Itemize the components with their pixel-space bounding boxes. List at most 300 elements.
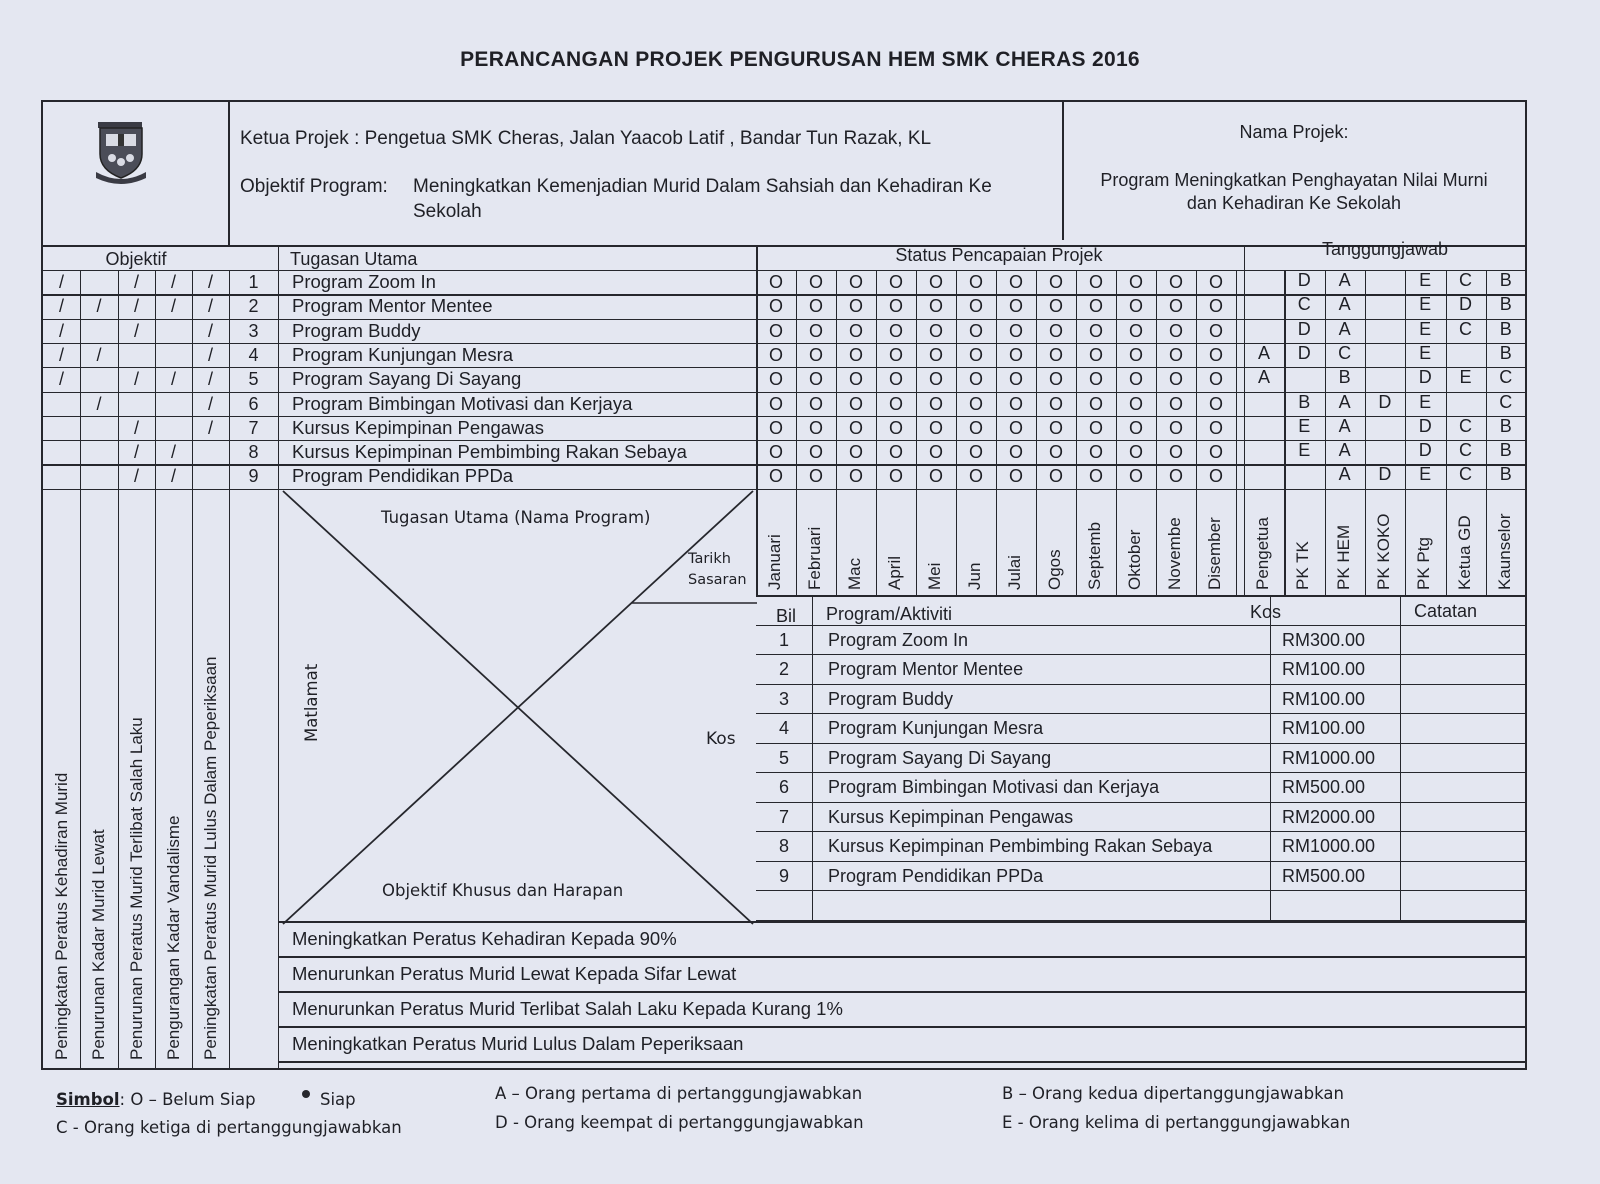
responsibility-code: C	[1459, 415, 1472, 436]
status-circle: O	[928, 320, 943, 341]
task-name: Kursus Kepimpinan Pengawas	[292, 416, 544, 438]
responsibility-code: A	[1257, 342, 1270, 363]
responsibility-code: D	[1378, 391, 1392, 412]
responsibility-code: B	[1499, 342, 1512, 363]
objective-label: Penurunan Kadar Murid Lewat	[89, 829, 108, 1060]
cost-bil: 4	[778, 718, 789, 738]
cost-bil: 9	[778, 865, 789, 886]
status-circle: O	[1088, 417, 1103, 438]
cost-header-kos: Kos	[1250, 602, 1282, 622]
status-circle: O	[1168, 344, 1183, 365]
status-circle: O	[1008, 320, 1023, 341]
status-circle: O	[848, 296, 863, 317]
task-number: 5	[248, 369, 259, 390]
rule-line	[278, 1061, 1527, 1063]
cost-bil: 7	[778, 806, 789, 827]
status-circle: O	[1168, 442, 1183, 463]
month-label: Septemb	[1085, 521, 1104, 590]
status-circle: O	[1008, 417, 1023, 438]
status-circle: O	[1008, 466, 1023, 487]
responsibility-code: C	[1459, 318, 1472, 339]
rule-line	[278, 1026, 1527, 1028]
task-name: Program Buddy	[292, 319, 421, 341]
objective-mark: /	[58, 272, 64, 292]
status-circle: O	[1208, 442, 1223, 463]
objective-mark: /	[96, 296, 102, 317]
cost-amount: RM100.00	[1282, 688, 1366, 709]
responsibility-code: A	[1338, 440, 1351, 461]
responsibility-code: B	[1499, 440, 1512, 461]
status-circle: O	[1128, 320, 1143, 341]
status-circle: O	[928, 272, 943, 292]
status-circle: O	[1048, 296, 1063, 317]
status-circle: O	[928, 296, 943, 317]
status-circle: O	[768, 417, 783, 438]
responsibility-code: A	[1338, 270, 1351, 290]
status-circle: O	[1208, 272, 1223, 292]
responsibility-code: A	[1338, 415, 1351, 436]
status-circle: O	[1048, 466, 1063, 487]
rule-line	[756, 890, 1527, 891]
task-number: 8	[248, 442, 259, 463]
month-label: Disember	[1205, 517, 1224, 590]
status-circle: O	[1128, 344, 1143, 365]
objective-mark: /	[133, 466, 139, 487]
tugasan-utama-header: Tugasan Utama	[290, 249, 418, 269]
status-circle: O	[808, 369, 823, 390]
status-circle: O	[848, 272, 863, 292]
cost-program: Kursus Kepimpinan Pengawas	[828, 806, 1074, 827]
objective-mark: /	[133, 320, 139, 341]
responsibility-code: B	[1298, 391, 1311, 412]
role-label: Ketua GD	[1454, 515, 1474, 590]
responsibility-code: E	[1419, 294, 1432, 315]
status-circle: O	[808, 466, 823, 487]
objective-label: Penurunan Peratus Murid Terlibat Salah Laku	[127, 717, 146, 1060]
month-label: Ogos	[1045, 549, 1064, 590]
responsibility-code: C	[1499, 367, 1513, 388]
cost-program: Program Pendidikan PPDa	[828, 865, 1044, 886]
status-circle: O	[1088, 442, 1103, 463]
month-label: Mac	[845, 557, 864, 590]
status-circle: O	[1168, 272, 1183, 292]
responsibility-code: C	[1499, 391, 1513, 412]
objektif-line2: Sekolah	[413, 201, 482, 222]
objective-mark: /	[58, 344, 64, 365]
responsibility-code: B	[1338, 367, 1351, 388]
rule-line	[229, 270, 230, 1070]
status-circle: O	[808, 344, 823, 365]
responsibility-code: D	[1297, 318, 1311, 339]
status-circle: O	[1128, 369, 1143, 390]
nama-projek-label: Nama Projek:	[1239, 122, 1349, 142]
month-label: Mei	[925, 562, 944, 590]
status-circle: O	[1128, 442, 1143, 463]
cost-program: Program Bimbingan Motivasi dan Kerjaya	[828, 777, 1160, 797]
month-label: Jun	[965, 562, 984, 590]
status-circle: O	[768, 296, 783, 317]
status-circle: O	[1168, 320, 1183, 341]
rule-line	[41, 489, 1527, 490]
status-circle: O	[888, 466, 903, 487]
responsibility-code: E	[1298, 440, 1311, 461]
objective-mark: /	[133, 296, 139, 317]
objektif-header: Objektif	[105, 249, 167, 269]
rule-line	[756, 595, 1527, 597]
objektif-label: Objektif Program:	[240, 176, 388, 197]
responsibility-code: B	[1499, 415, 1512, 436]
status-circle: O	[928, 466, 943, 487]
rule-line	[756, 772, 1527, 773]
rule-line	[41, 1068, 1527, 1070]
objective-mark: /	[207, 296, 213, 317]
rule-line	[278, 956, 1527, 958]
status-circle: O	[1168, 369, 1183, 390]
month-label: Oktober	[1125, 529, 1144, 590]
legend-siap: Siap	[320, 1090, 356, 1109]
cost-program: Program Kunjungan Mesra	[828, 718, 1044, 738]
status-circle: O	[968, 466, 983, 487]
rule-line	[155, 270, 156, 1070]
task-name: Program Pendidikan PPDa	[292, 465, 514, 487]
status-circle: O	[1088, 393, 1103, 414]
status-circle: O	[768, 393, 783, 414]
cost-bil: 3	[778, 688, 789, 709]
status-circle: O	[768, 320, 783, 341]
xbox-sasaran: Sasaran	[688, 572, 747, 588]
task-name: Program Mentor Mentee	[292, 295, 493, 317]
xbox-tarikh: Tarikh	[688, 551, 731, 567]
status-circle: O	[1008, 442, 1023, 463]
objective-mark: /	[207, 272, 213, 292]
rule-line	[756, 654, 1527, 655]
cost-bil: 6	[778, 777, 789, 797]
status-circle: O	[968, 296, 983, 317]
cost-amount: RM300.00	[1282, 629, 1366, 650]
status-circle: O	[768, 344, 783, 365]
status-circle: O	[808, 320, 823, 341]
school-crest-icon	[92, 120, 150, 190]
task-name: Program Sayang Di Sayang	[292, 368, 522, 390]
cost-header-program: Program/Aktiviti	[826, 604, 953, 624]
responsibility-code: E	[1298, 415, 1311, 436]
x-diagram	[280, 488, 758, 928]
status-circle: O	[1048, 393, 1063, 414]
status-circle: O	[848, 369, 863, 390]
status-circle: O	[848, 442, 863, 463]
status-circle: O	[888, 417, 903, 438]
objective-mark: /	[170, 369, 176, 390]
role-label: Pengetua	[1253, 517, 1272, 590]
objective-label: Pengurangan Kadar Vandalisme	[164, 815, 183, 1060]
objective-mark: /	[96, 344, 102, 365]
status-circle: O	[1168, 393, 1183, 414]
cost-program: Program Sayang Di Sayang	[828, 747, 1052, 768]
legend-a: A – Orang pertama di pertanggungjawabkan	[495, 1084, 863, 1103]
status-circle: O	[1128, 296, 1143, 317]
rule-line	[118, 270, 119, 1070]
responsibility-code: D	[1459, 294, 1472, 315]
status-circle: O	[1208, 393, 1223, 414]
status-circle: O	[1208, 369, 1223, 390]
status-circle: O	[1088, 272, 1103, 292]
status-circle: O	[1208, 466, 1223, 487]
goal-row: Meningkatkan Peratus Murid Lulus Dalam Peperiksaan	[292, 1033, 744, 1054]
status-circle: O	[968, 344, 983, 365]
legend-e: E - Orang kelima di pertanggungjawabkan	[1002, 1113, 1351, 1132]
role-label: PK TK	[1293, 541, 1313, 590]
objective-mark: /	[58, 369, 64, 390]
cost-amount: RM1000.00	[1282, 836, 1376, 856]
cost-program: Program Zoom In	[828, 629, 969, 650]
rule-line	[756, 802, 1527, 803]
objective-mark: /	[207, 344, 213, 365]
objective-mark: /	[133, 272, 139, 292]
status-circle: O	[1048, 417, 1063, 438]
cost-program: Program Mentor Mentee	[828, 659, 1024, 679]
status-circle: O	[888, 393, 903, 414]
cost-header-bil: Bil	[776, 606, 797, 626]
objective-mark: /	[170, 466, 176, 487]
status-circle: O	[1008, 272, 1023, 292]
goal-row: Menurunkan Peratus Murid Lewat Kepada Sifar Lewat	[292, 963, 737, 984]
responsibility-code: E	[1419, 270, 1432, 290]
goal-row: Menurunkan Peratus Murid Terlibat Salah Laku Kepada Kurang 1%	[292, 998, 843, 1019]
cost-bil: 5	[778, 747, 789, 768]
role-label: Kaunselor	[1494, 513, 1514, 590]
status-circle: O	[1088, 466, 1103, 487]
responsibility-code: A	[1257, 367, 1270, 388]
cost-amount: RM500.00	[1282, 777, 1366, 797]
task-number: 2	[248, 296, 259, 317]
status-circle: O	[928, 369, 943, 390]
cost-amount: RM1000.00	[1282, 747, 1376, 768]
role-label: PK Ptg	[1414, 537, 1434, 590]
tanggungjawab-header: Tanggungjawab	[1321, 239, 1449, 259]
objective-mark: /	[170, 442, 176, 463]
rule-line	[756, 713, 1527, 714]
cost-program: Program Buddy	[828, 688, 954, 709]
status-circle: O	[1008, 296, 1023, 317]
status-circle: O	[768, 369, 783, 390]
status-circle: O	[1128, 417, 1143, 438]
responsibility-code: B	[1499, 294, 1512, 315]
responsibility-code: A	[1338, 294, 1351, 315]
task-number: 1	[248, 272, 259, 292]
status-circle: O	[1088, 344, 1103, 365]
status-circle: O	[1208, 320, 1223, 341]
task-number: 4	[248, 344, 259, 365]
status-circle: O	[1048, 442, 1063, 463]
task-name: Program Bimbingan Motivasi dan Kerjaya	[292, 392, 633, 414]
status-circle: O	[928, 417, 943, 438]
status-circle: O	[888, 272, 903, 292]
bullet-icon	[302, 1090, 310, 1098]
responsibility-code: D	[1297, 270, 1311, 290]
cost-amount: RM100.00	[1282, 659, 1366, 679]
task-number: 6	[248, 393, 259, 414]
xbox-matlamat: Matlamat	[302, 663, 321, 742]
status-circle: O	[768, 466, 783, 487]
objective-mark: /	[96, 393, 102, 414]
status-circle: O	[968, 393, 983, 414]
status-circle: O	[808, 417, 823, 438]
status-circle: O	[888, 344, 903, 365]
task-name: Kursus Kepimpinan Pembimbing Rakan Sebaya	[292, 441, 687, 463]
objektif-line1: Meningkatkan Kemenjadian Murid Dalam Sahsiah dan Kehadiran Ke	[413, 176, 992, 197]
status-circle: O	[1168, 417, 1183, 438]
responsibility-code: E	[1419, 318, 1432, 339]
status-circle: O	[928, 344, 943, 365]
status-circle: O	[1008, 369, 1023, 390]
objective-label: Peningkatan Peratus Murid Lulus Dalam Peperiksaan	[201, 656, 220, 1060]
objective-mark: /	[207, 393, 213, 414]
responsibility-code: E	[1419, 342, 1432, 363]
responsibility-code: D	[1418, 415, 1432, 436]
cost-amount: RM100.00	[1282, 718, 1366, 738]
task-name: Program Kunjungan Mesra	[292, 343, 514, 365]
cost-bil: 8	[778, 836, 789, 856]
status-circle: O	[808, 272, 823, 292]
role-label: PK KOKO	[1373, 513, 1393, 590]
task-number: 7	[248, 417, 259, 438]
month-label: Februari	[805, 526, 824, 590]
responsibility-code: C	[1459, 440, 1472, 461]
status-circle: O	[768, 442, 783, 463]
cost-amount: RM500.00	[1282, 865, 1366, 886]
objective-mark: /	[133, 442, 139, 463]
status-circle: O	[888, 369, 903, 390]
status-circle: O	[1008, 393, 1023, 414]
responsibility-code: D	[1378, 464, 1392, 485]
objective-mark: /	[133, 417, 139, 438]
status-circle: O	[768, 272, 783, 292]
responsibility-code: A	[1338, 464, 1351, 485]
status-circle: O	[1208, 417, 1223, 438]
responsibility-code: C	[1459, 270, 1472, 290]
legend-d: D - Orang keempat di pertanggungjawabkan	[495, 1113, 864, 1132]
responsibility-code: C	[1297, 294, 1311, 315]
objective-mark: /	[58, 296, 64, 317]
objective-mark: /	[170, 296, 176, 317]
status-circle: O	[848, 393, 863, 414]
rule-line	[1236, 270, 1237, 595]
status-circle: O	[1088, 320, 1103, 341]
xbox-top: Tugasan Utama (Nama Program)	[381, 508, 651, 527]
status-circle: O	[968, 272, 983, 292]
status-circle: O	[1168, 466, 1183, 487]
legend-c: C - Orang ketiga di pertanggungjawabkan	[56, 1118, 402, 1137]
nama-projek-line1: Program Meningkatkan Penghayatan Nilai Murni	[1100, 170, 1488, 190]
responsibility-code: A	[1338, 318, 1351, 339]
cost-program: Kursus Kepimpinan Pembimbing Rakan Sebaya	[828, 836, 1213, 856]
responsibility-code: B	[1499, 270, 1512, 290]
status-circle: O	[1088, 296, 1103, 317]
responsibility-code: D	[1297, 342, 1311, 363]
rule-line	[1526, 270, 1527, 595]
xbox-bottom: Objektif Khusus dan Harapan	[382, 881, 624, 900]
cost-bil: 2	[778, 659, 789, 679]
rule-line	[756, 743, 1527, 744]
status-circle: O	[968, 369, 983, 390]
responsibility-code: E	[1419, 391, 1432, 412]
status-circle: O	[888, 442, 903, 463]
responsibility-code: B	[1499, 464, 1512, 485]
responsibility-code: E	[1459, 367, 1472, 388]
rule-line	[1400, 595, 1401, 920]
status-header: Status Pencapaian Projek	[895, 245, 1103, 265]
responsibility-code: E	[1419, 464, 1432, 485]
cost-bil: 1	[778, 629, 789, 650]
role-label: PK HEM	[1333, 524, 1353, 590]
legend-simbol	[56, 1090, 256, 1109]
month-label: Julai	[1005, 555, 1024, 590]
ketua-projek: Ketua Projek : Pengetua SMK Cheras, Jalan Yaacob Latif , Bandar Tun Razak, KL	[240, 128, 932, 149]
rule-line	[80, 270, 81, 1070]
status-circle: O	[1208, 344, 1223, 365]
task-name: Program Zoom In	[292, 271, 436, 292]
responsibility-code: C	[1338, 342, 1352, 363]
status-circle: O	[848, 320, 863, 341]
rule-line	[278, 991, 1527, 993]
rule-line	[756, 831, 1527, 832]
status-circle: O	[1208, 296, 1223, 317]
status-circle: O	[1048, 320, 1063, 341]
status-circle: O	[1048, 369, 1063, 390]
rule-line	[192, 270, 193, 1070]
rule-line	[1244, 245, 1245, 595]
legend-b: B – Orang kedua dipertanggungjawabkan	[1002, 1084, 1344, 1103]
responsibility-code: A	[1338, 391, 1351, 412]
status-circle: O	[1088, 369, 1103, 390]
status-circle: O	[1048, 344, 1063, 365]
status-circle: O	[888, 320, 903, 341]
rule-line	[756, 625, 1527, 626]
responsibility-code: D	[1418, 440, 1432, 461]
objective-mark: /	[58, 320, 64, 341]
status-circle: O	[808, 442, 823, 463]
status-circle: O	[1128, 466, 1143, 487]
objective-mark: /	[133, 369, 139, 390]
objective-mark: /	[207, 320, 213, 341]
month-label: Novembe	[1165, 517, 1184, 590]
month-label: Januari	[765, 534, 784, 590]
rule-line	[1365, 270, 1366, 595]
status-circle: O	[968, 442, 983, 463]
status-circle: O	[848, 344, 863, 365]
responsibility-code: D	[1418, 367, 1432, 388]
objective-mark: /	[170, 272, 176, 292]
status-circle: O	[968, 417, 983, 438]
rule-line	[756, 861, 1527, 862]
task-number: 3	[248, 320, 259, 341]
xbox-kos: Kos	[706, 729, 736, 749]
page-title: PERANCANGAN PROJEK PENGURUSAN HEM SMK CHERAS 2016	[460, 48, 1140, 71]
status-circle: O	[1048, 272, 1063, 292]
cost-header-catatan: Catatan	[1414, 601, 1478, 621]
task-number: 9	[248, 466, 259, 487]
legend-simbol-label: Simbol	[56, 1090, 120, 1109]
responsibility-code: B	[1499, 318, 1512, 339]
objective-label: Peningkatan Peratus Kehadiran Murid	[52, 772, 71, 1060]
objective-mark: /	[207, 369, 213, 390]
rule-line	[812, 595, 813, 920]
status-circle: O	[888, 296, 903, 317]
status-circle: O	[1008, 344, 1023, 365]
goal-row: Meningkatkan Peratus Kehadiran Kepada 90%	[292, 928, 677, 949]
rule-line	[756, 684, 1527, 685]
status-circle: O	[848, 466, 863, 487]
